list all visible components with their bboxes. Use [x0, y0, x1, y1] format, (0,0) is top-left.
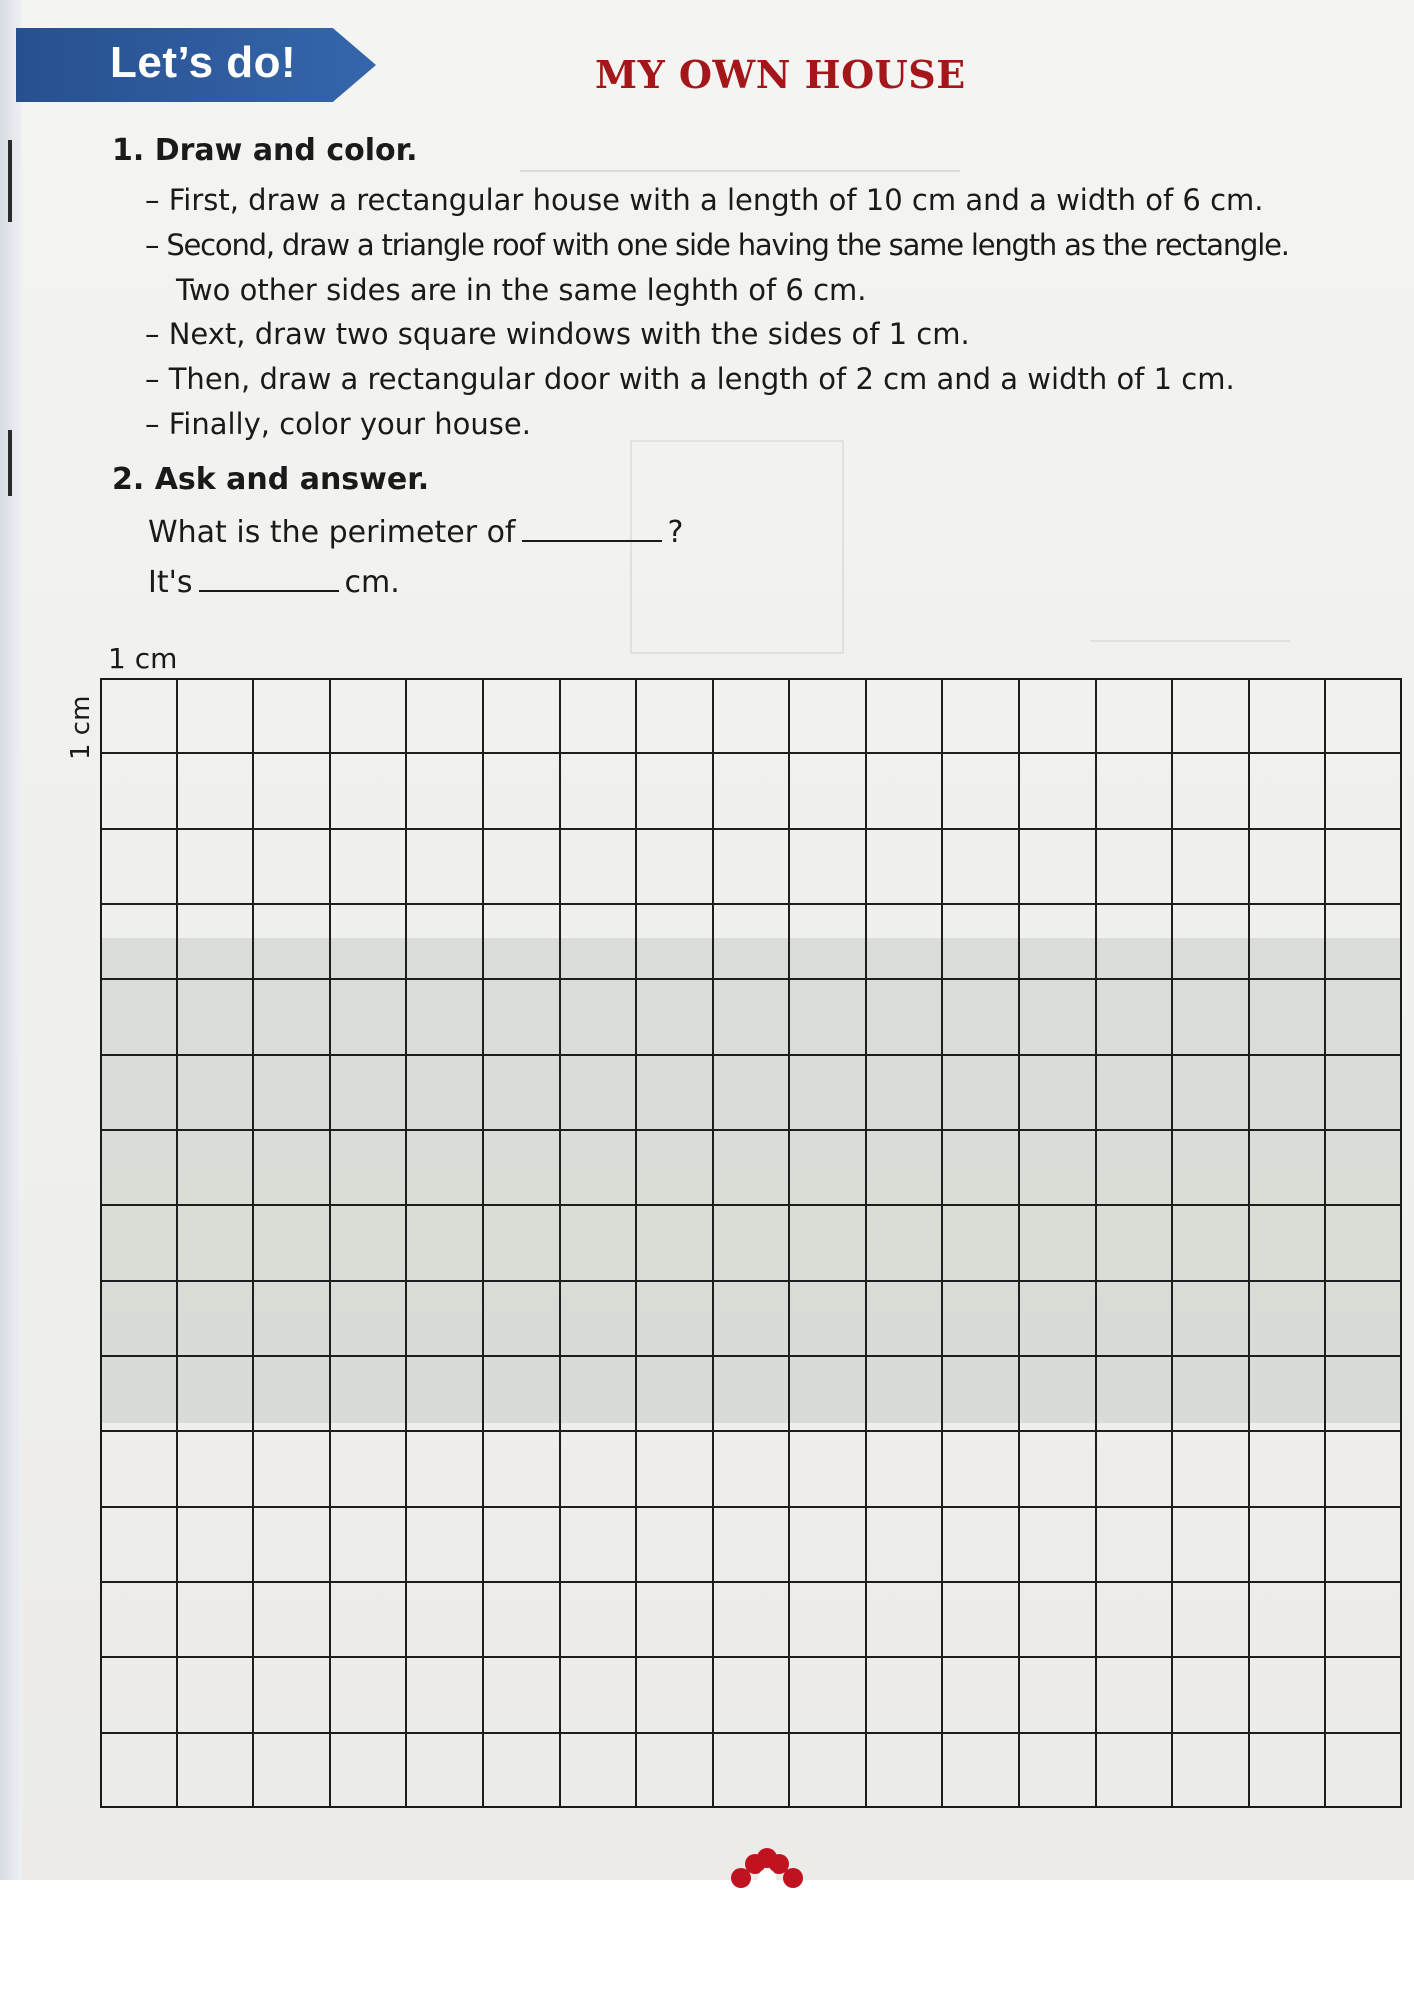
page-left-edge — [0, 0, 22, 1880]
margin-bar-bottom — [8, 430, 12, 496]
grid-border — [100, 678, 1402, 1808]
step-2: – Second, draw a triangle roof with one side having the same length as the rectangle. — [145, 228, 1289, 262]
question-suffix: ? — [667, 515, 684, 550]
step-3: – Next, draw two square windows with the sides of 1 cm. — [145, 317, 970, 351]
show-through-shape — [1090, 470, 1290, 642]
show-through-line — [520, 170, 960, 172]
answer-suffix: cm. — [344, 565, 400, 600]
scale-label-horizontal: 1 cm — [108, 642, 178, 675]
scale-label-vertical: 1 cm — [66, 695, 96, 760]
margin-bar-top — [8, 140, 12, 222]
page-title: MY OWN HOUSE — [595, 52, 966, 97]
question-prefix: What is the perimeter of — [148, 515, 516, 550]
perimeter-question — [148, 515, 683, 550]
answer-prefix: It's — [148, 565, 193, 600]
step-4: – Then, draw a rectangular door with a length of 2 cm and a width of 1 cm. — [145, 362, 1235, 396]
shape-answer-blank[interactable] — [522, 540, 662, 542]
perimeter-answer-blank[interactable] — [199, 590, 339, 592]
perimeter-answer — [148, 565, 400, 600]
step-2-continued: Two other sides are in the same leghth of 6 cm. — [176, 273, 867, 307]
step-1: – First, draw a rectangular house with a length of 10 cm and a width of 6 cm. — [145, 183, 1264, 217]
question-2-heading: 2. Ask and answer. — [112, 462, 430, 497]
flower-icon — [725, 1848, 809, 1888]
lets-do-label: Let’s do! — [110, 38, 297, 87]
step-5: – Finally, color your house. — [145, 407, 531, 441]
question-1-heading: 1. Draw and color. — [112, 133, 418, 168]
